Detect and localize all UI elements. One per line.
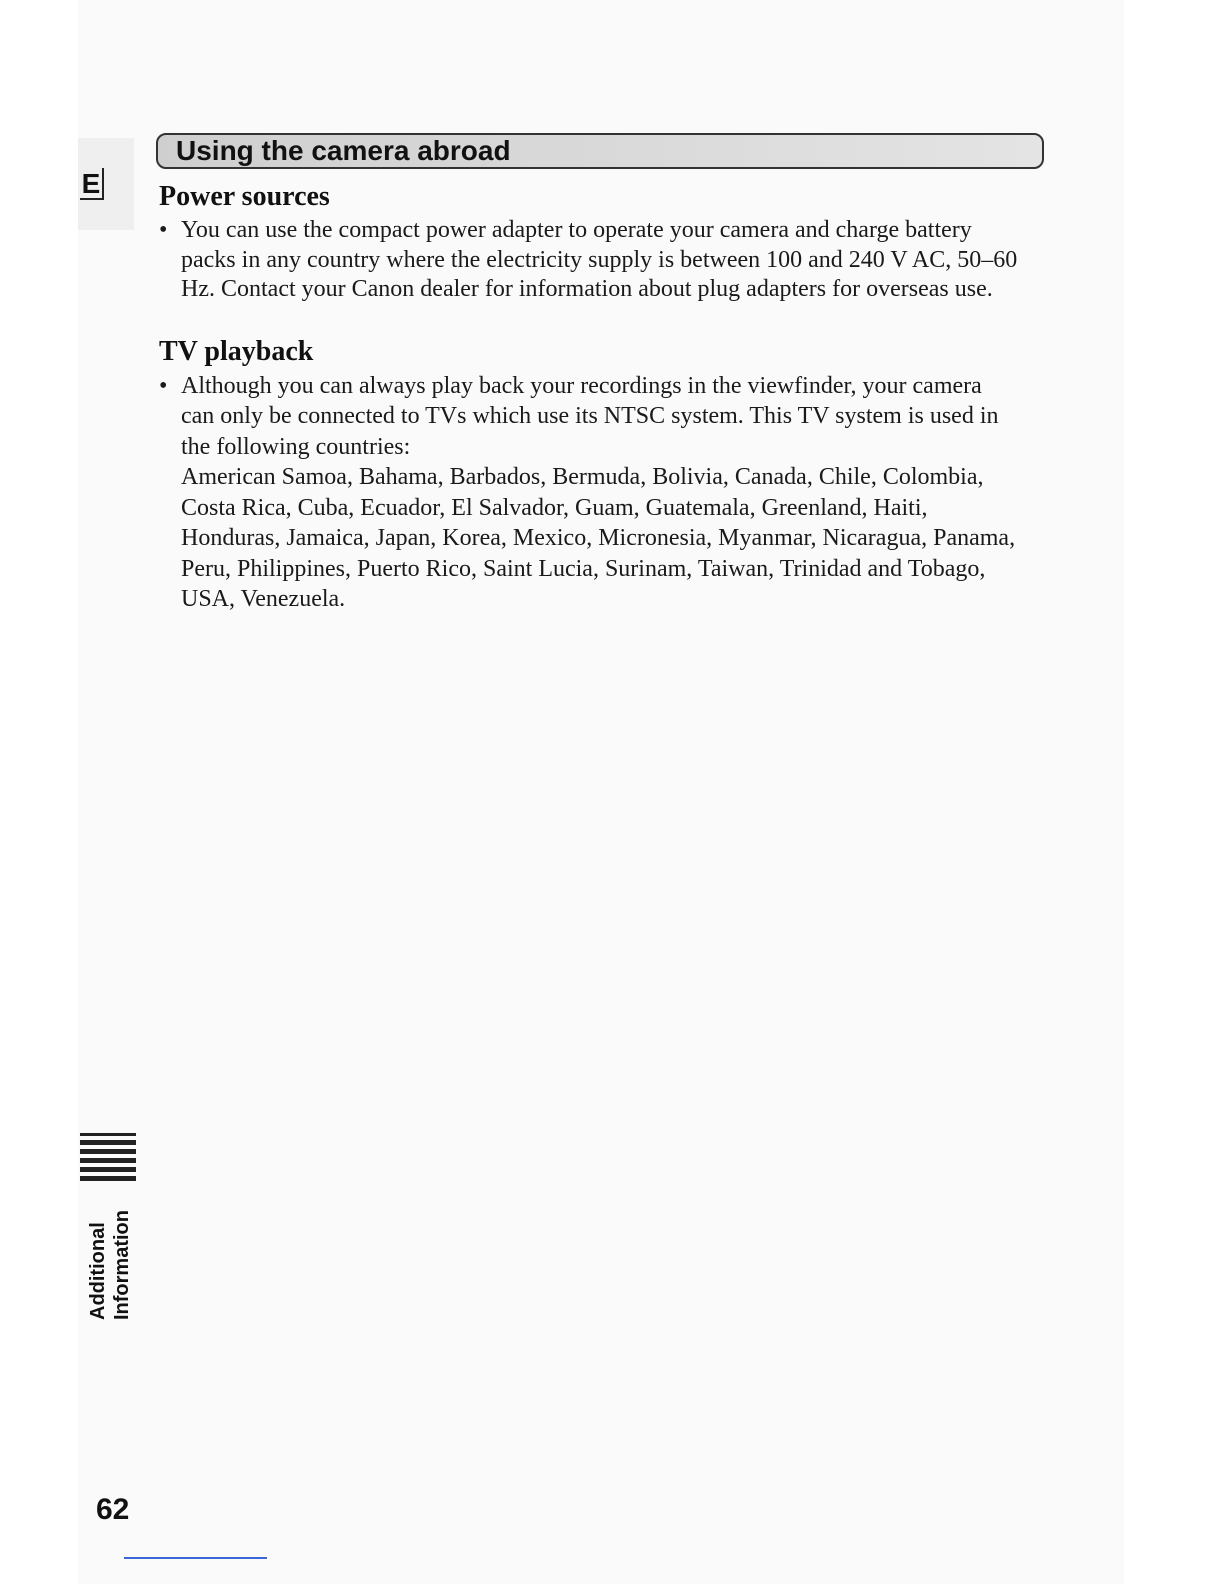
power-sources-paragraph: You can use the compact power adapter to operate your camera and charge battery packs in any country where the electricity supply is between 100 and 240 V AC, 50–60 Hz. Contact your Canon dealer for information about plug adapters for overseas use. [181,217,1018,302]
power-sources-bullet [159,216,1019,305]
marker-bar [80,1149,136,1154]
ntsc-country-list: American Samoa, Bahama, Barbados, Bermuda, Bolivia, Canada, Chile, Colombia, Costa Rica, Cuba, Ecuador, El Salvador, Guam, Guatemala, Greenland, Haiti, Honduras, Jamaica, Japan, Korea, Mexico, Micronesia, Myanmar, Nicaragua, Panama, Peru, Philippines, Puerto Rico, Saint Lucia, Surinam, Taiwan, Trinidad and Tobago, USA, Venezuela. [181,464,1016,612]
side-label-line2: Information [111,1210,133,1320]
marker-bar [80,1167,136,1172]
section-title-bar [156,133,1044,169]
tv-playback-text [181,371,1019,615]
power-sources-heading: Power sources [159,181,330,212]
chapter-side-label-text [86,1200,134,1320]
marker-bar [80,1140,136,1145]
power-sources-text [181,216,1019,305]
page-number: 62 [96,1493,130,1526]
tv-playback-section [159,335,1019,615]
page-content [159,180,1019,615]
tv-playback-paragraph: Although you can always play back your recordings in the viewfinder, your camera can only be connected to TVs which use its NTSC system. This TV system is used in the following countries: [181,372,999,460]
bottom-rule [124,1557,267,1559]
chapter-side-label [86,1200,136,1320]
marker-bar [80,1176,136,1181]
section-title: Using the camera abroad [176,135,511,166]
power-sources-section [159,180,1019,305]
bullet-mark: • [159,217,168,243]
bullet-mark: • [159,372,168,399]
section-marker-bars [80,1133,136,1185]
tv-playback-bullet [159,371,1019,615]
language-tab: E [80,168,104,200]
marker-bar [80,1158,136,1163]
marker-bar [80,1133,136,1136]
tv-playback-heading: TV playback [159,335,314,367]
side-label-line1: Additional [87,1222,109,1320]
